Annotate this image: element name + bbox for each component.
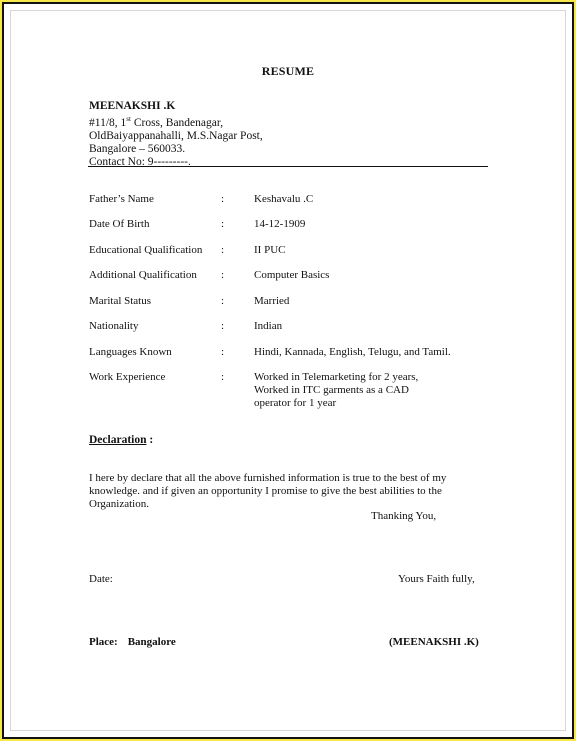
detail-label: Additional Qualification <box>89 269 197 281</box>
thanking-note: Thanking You, <box>371 510 437 522</box>
date-label: Date: <box>89 573 113 585</box>
detail-colon: : <box>221 371 225 383</box>
detail-label: Languages Known <box>89 346 172 358</box>
contact-number: Contact No: 9---------. <box>89 155 191 168</box>
place-label: Place: <box>89 636 118 648</box>
detail-colon: : <box>221 244 225 256</box>
detail-label: Work Experience <box>89 371 166 383</box>
detail-colon: : <box>221 218 225 230</box>
detail-value <box>254 218 305 231</box>
place-field <box>89 636 176 648</box>
address-line-2: OldBaiyappanahalli, M.S.Nagar Post, <box>89 129 263 142</box>
address-line-1-sup: st <box>126 115 131 123</box>
header-divider <box>88 166 488 167</box>
place-value: Bangalore <box>127 636 176 648</box>
detail-colon: : <box>221 346 225 358</box>
detail-label: Educational Qualification <box>89 244 203 256</box>
detail-value <box>254 346 451 359</box>
detail-value <box>254 193 313 206</box>
address-line-3: Bangalore – 560033. <box>89 142 186 155</box>
address-line-1-b: Cross, Bandenagar, <box>130 116 224 129</box>
detail-label: Nationality <box>89 320 139 332</box>
detail-value-line: Computer Basics <box>254 269 330 281</box>
detail-colon: : <box>221 193 225 205</box>
detail-colon: : <box>221 295 225 307</box>
detail-value-line: Keshavalu .C <box>254 193 314 205</box>
detail-value-line: Indian <box>254 320 283 332</box>
address-line-1 <box>89 113 263 130</box>
detail-label: Father’s Name <box>89 193 154 205</box>
address-line-1-a: #11/8, 1 <box>89 116 127 129</box>
detail-value-line: Worked in Telemarketing for 2 years, <box>254 371 419 383</box>
address-block <box>89 100 263 169</box>
detail-value-line: Worked in ITC garments as a CAD <box>254 384 409 396</box>
signature-name: (MEENAKSHI .K) <box>389 636 479 648</box>
declaration-text: I here by declare that all the above furnished information is true to the best of my knowledge. and if given an opportunity I promise to give the best abilities to the Organization. <box>89 472 447 510</box>
declaration-heading-label: Declaration <box>89 434 147 446</box>
detail-value-line: Hindi, Kannada, English, Telugu, and Tamil. <box>254 346 451 358</box>
detail-colon: : <box>221 320 225 332</box>
detail-colon: : <box>221 269 225 281</box>
detail-value-line: 14-12-1909 <box>254 218 306 230</box>
detail-value-line: II PUC <box>254 244 286 256</box>
resume-title: RESUME <box>261 64 315 78</box>
detail-value <box>254 371 418 410</box>
detail-value-line: operator for 1 year <box>254 397 337 409</box>
detail-value <box>254 295 289 308</box>
yours-faithfully: Yours Faith fully, <box>398 573 475 585</box>
declaration-heading-colon: : <box>146 434 154 446</box>
detail-label: Date Of Birth <box>89 218 150 230</box>
detail-value <box>254 244 285 257</box>
detail-label: Marital Status <box>89 295 152 307</box>
detail-value-line: Married <box>254 295 290 307</box>
detail-value <box>254 269 329 282</box>
candidate-name: MEENAKSHI .K <box>89 100 176 112</box>
declaration-heading <box>89 434 153 446</box>
detail-value <box>254 320 282 333</box>
